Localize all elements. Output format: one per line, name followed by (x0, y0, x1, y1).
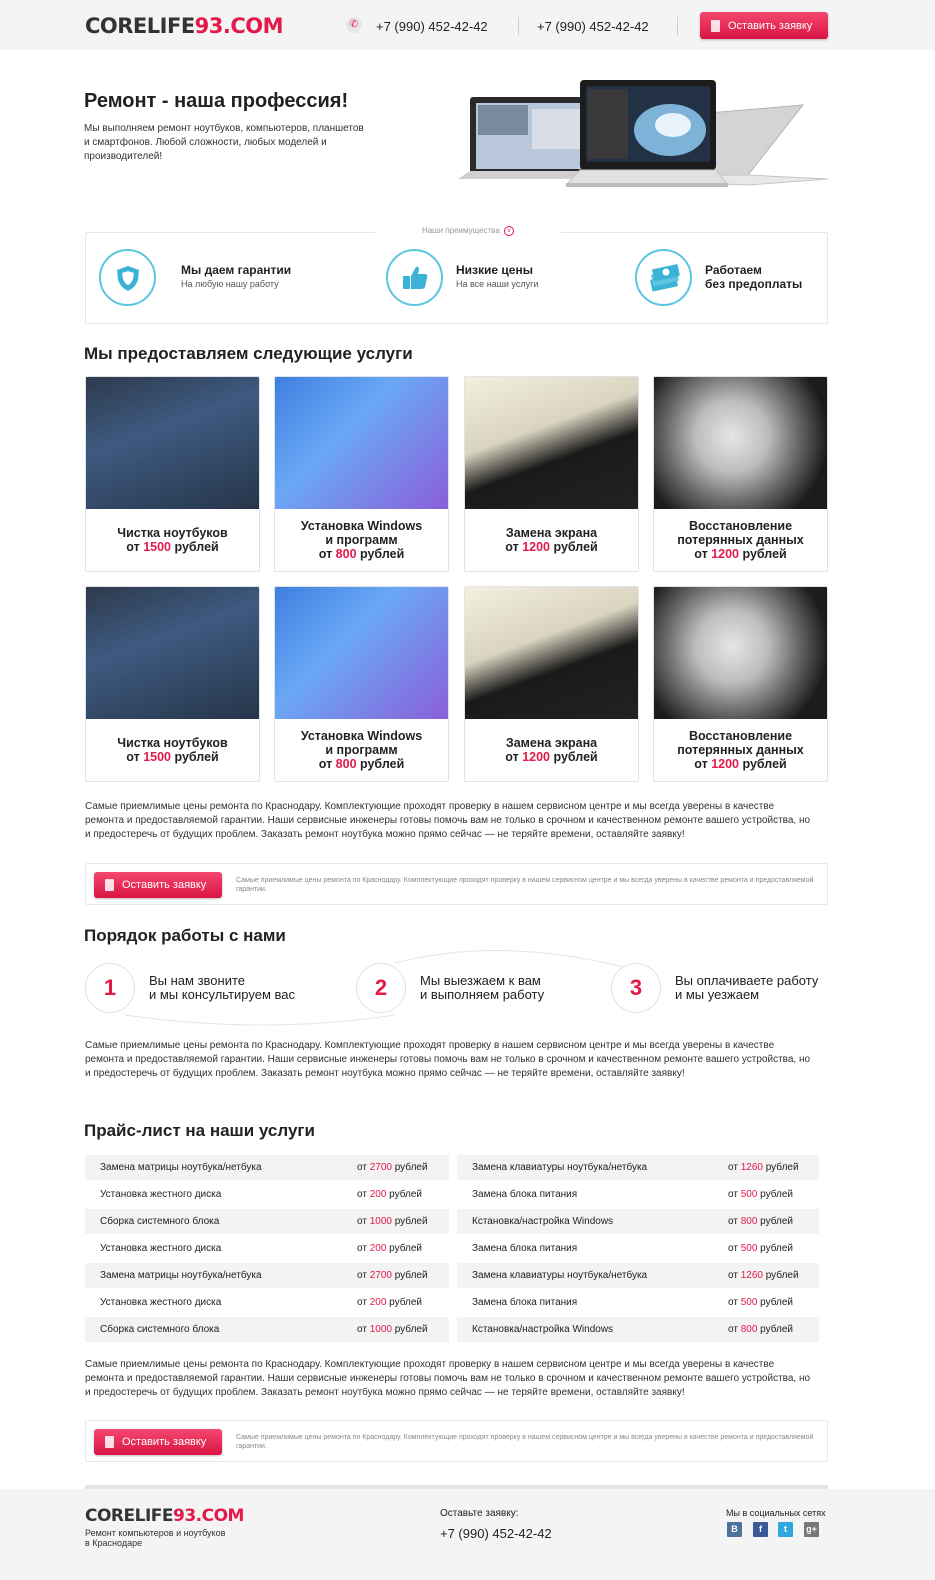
step-number: 1 (85, 963, 135, 1013)
service-card[interactable] (464, 586, 639, 782)
price-service-name: Замена клавиатуры ноутбука/нетбука (472, 1270, 648, 1281)
service-image (465, 587, 638, 719)
price-value: от 1000 рублей (357, 1324, 428, 1335)
service-image (275, 587, 448, 719)
price-service-name: Замена матрицы ноутбука/нетбука (100, 1162, 262, 1173)
service-card[interactable] (653, 376, 828, 572)
price-value: от 200 рублей (357, 1189, 422, 1200)
price-value: от 500 рублей (728, 1189, 793, 1200)
service-caption: Установка Windows и программ от 800 рублей (300, 729, 423, 771)
price-row (457, 1155, 819, 1180)
request-panel (85, 863, 828, 905)
vk-icon[interactable]: В (727, 1522, 742, 1537)
header-phone-2[interactable]: +7 (990) 452-42-42 (537, 19, 649, 34)
phone-icon: ✆ (346, 17, 362, 33)
price-value: от 800 рублей (728, 1324, 793, 1335)
service-card[interactable] (464, 376, 639, 572)
google-plus-icon[interactable]: g+ (804, 1522, 819, 1537)
services-title: Мы предоставляем следующие услуги (84, 344, 413, 363)
money-icon (635, 249, 692, 306)
service-image (465, 377, 638, 509)
price-row (457, 1263, 819, 1288)
twitter-icon[interactable]: t (778, 1522, 793, 1537)
header-phone-1[interactable]: +7 (990) 452-42-42 (376, 19, 488, 34)
advantage-title: Низкие цены (456, 263, 533, 277)
service-card[interactable] (653, 586, 828, 782)
price-value: от 1260 рублей (728, 1162, 799, 1173)
footer-phone[interactable]: +7 (990) 452-42-42 (440, 1526, 552, 1541)
advantage-subtitle: На любую нашу работу (181, 279, 279, 289)
price-service-name: Кстановка/настройка Windows (472, 1324, 614, 1335)
service-caption: Восстановление потерянных данных от 1200 рублей (677, 519, 804, 561)
price-service-name: Замена блока питания (472, 1189, 578, 1200)
price-value: от 2700 рублей (357, 1270, 428, 1281)
header-request-button[interactable]: Оставить заявку (700, 12, 828, 39)
header-divider (677, 17, 678, 35)
request-button[interactable]: Оставить заявку (94, 1429, 222, 1455)
document-icon (105, 879, 114, 891)
social-label: Мы в социальных сетях (726, 1508, 826, 1518)
price-row (85, 1317, 449, 1342)
service-image (275, 377, 448, 509)
price-service-name: Замена блока питания (472, 1297, 578, 1308)
price-value: от 200 рублей (357, 1297, 422, 1308)
request-button[interactable]: Оставить заявку (94, 872, 222, 898)
step-number: 3 (611, 963, 661, 1013)
price-row (457, 1317, 819, 1342)
price-row (85, 1209, 449, 1234)
service-caption: Замена экрана от 1200 рублей (505, 736, 598, 764)
step-number: 2 (356, 963, 406, 1013)
facebook-icon[interactable]: f (753, 1522, 768, 1537)
price-service-name: Сборка системного блока (100, 1324, 220, 1335)
pricelist-description: Самые приемлимые цены ремонта по Краснодару. Комплектующие проходят проверку в нашем сервисном центре и мы всегда уверены в качестве ремонта и предоставляемой гарантии. Наши сервисные инженеры готовы помочь вам не только в срочном и качественном ремонте вашего устройства, но и предостеречь от будущих проблем. Заказать ремонт ноутбука можно прямо сейчас — не теряйте времени, оставляйте заявку! (85, 1359, 811, 1398)
price-row (85, 1155, 449, 1180)
site-logo[interactable]: CORELIFE93.COM (85, 14, 284, 38)
price-row (85, 1290, 449, 1315)
service-caption: Замена экрана от 1200 рублей (505, 526, 598, 554)
thumbs-up-icon (386, 249, 443, 306)
service-image (654, 587, 827, 719)
service-caption: Восстановление потерянных данных от 1200 рублей (677, 729, 804, 771)
service-card[interactable] (85, 586, 260, 782)
service-card[interactable] (85, 376, 260, 572)
hero-text: Мы выполняем ремонт ноутбуков, компьютеров, планшетов и смартфонов. Любой сложности, любых моделей и производителей! (84, 123, 364, 162)
service-caption: Чистка ноутбуков от 1500 рублей (117, 526, 228, 554)
laptops-image (448, 75, 830, 195)
services-description: Самые приемлимые цены ремонта по Краснодару. Комплектующие проходят проверку в нашем сервисном центре и мы всегда уверены в качестве ремонта и предоставляемой гарантии. Наши сервисные инженеры готовы помочь вам не только в срочном и качественном ремонте вашего устройства, но и предостеречь от будущих проблем. Заказать ремонт ноутбука можно прямо сейчас — не теряйте времени, оставляйте заявку! (85, 801, 811, 840)
advantage-title: Работаем без предоплаты (705, 263, 803, 291)
price-value: от 800 рублей (728, 1216, 793, 1227)
price-value: от 500 рублей (728, 1243, 793, 1254)
price-row (457, 1182, 819, 1207)
steps-description: Самые приемлимые цены ремонта по Краснодару. Комплектующие проходят проверку в нашем сервисном центре и мы всегда уверены в качестве ремонта и предоставляемой гарантии. Наши сервисные инженеры готовы помочь вам не только в срочном и качественном ремонте вашего устройства, но и предостеречь от будущих проблем. Заказать ремонт ноутбука можно прямо сейчас — не теряйте времени, оставляйте заявку! (85, 1040, 811, 1079)
advantage-title: Мы даем гарантии (181, 263, 292, 277)
price-row (85, 1263, 449, 1288)
price-service-name: Сборка системного блока (100, 1216, 220, 1227)
document-icon (711, 20, 720, 32)
price-service-name: Установка жестного диска (100, 1189, 222, 1200)
footer-tagline: Ремонт компьютеров и ноутбуков в Краснодаре (85, 1528, 226, 1548)
price-value: от 500 рублей (728, 1297, 793, 1308)
step-text: Вы оплачиваете работу и мы уезжаем (675, 973, 819, 1002)
request-note: Самые приемлимые цены ремонта по Краснодару. Комплектующие проходят проверку в нашем сервисном центре и мы всегда уверены в качестве ремонта и предоставляемой гарантии. (236, 877, 814, 893)
request-panel (85, 1420, 828, 1462)
request-note: Самые приемлимые цены ремонта по Краснодару. Комплектующие проходят проверку в нашем сервисном центре и мы всегда уверены в качестве ремонта и предоставляемой гарантии. (236, 1434, 814, 1450)
step-text: Вы нам звоните и мы консультируем вас (149, 973, 295, 1002)
service-image (654, 377, 827, 509)
advantage-subtitle: На все наши услуги (456, 279, 539, 289)
steps-title: Порядок работы с нами (84, 926, 286, 945)
price-row (457, 1236, 819, 1261)
price-value: от 1000 рублей (357, 1216, 428, 1227)
price-row (457, 1290, 819, 1315)
service-caption: Чистка ноутбуков от 1500 рублей (117, 736, 228, 764)
step-text: Мы выезжаем к вам и выполняем работу (420, 973, 545, 1002)
document-icon (105, 1436, 114, 1448)
price-row (85, 1182, 449, 1207)
advantages-label[interactable]: Наши преимущества v (375, 223, 561, 236)
hero-title: Ремонт - наша профессия! (84, 90, 349, 112)
price-service-name: Кстановка/настройка Windows (472, 1216, 614, 1227)
header-divider (518, 17, 519, 35)
service-card[interactable] (274, 586, 449, 782)
price-row (85, 1236, 449, 1261)
shield-icon (99, 249, 156, 306)
price-value: от 2700 рублей (357, 1162, 428, 1173)
service-caption: Установка Windows и программ от 800 рублей (300, 519, 423, 561)
price-service-name: Установка жестного диска (100, 1297, 222, 1308)
price-service-name: Замена матрицы ноутбука/нетбука (100, 1270, 262, 1281)
footer-order-label: Оставьте заявку: (440, 1508, 519, 1519)
service-card[interactable] (274, 376, 449, 572)
chevron-down-icon: v (504, 226, 514, 236)
service-image (86, 587, 259, 719)
pricelist-title: Прайс-лист на наши услуги (84, 1121, 315, 1140)
price-service-name: Замена клавиатуры ноутбука/нетбука (472, 1162, 648, 1173)
price-service-name: Установка жестного диска (100, 1243, 222, 1254)
price-service-name: Замена блока питания (472, 1243, 578, 1254)
price-value: от 1260 рублей (728, 1270, 799, 1281)
price-value: от 200 рублей (357, 1243, 422, 1254)
price-row (457, 1209, 819, 1234)
footer-logo[interactable]: CORELIFE93.COM (85, 1506, 244, 1526)
service-image (86, 377, 259, 509)
